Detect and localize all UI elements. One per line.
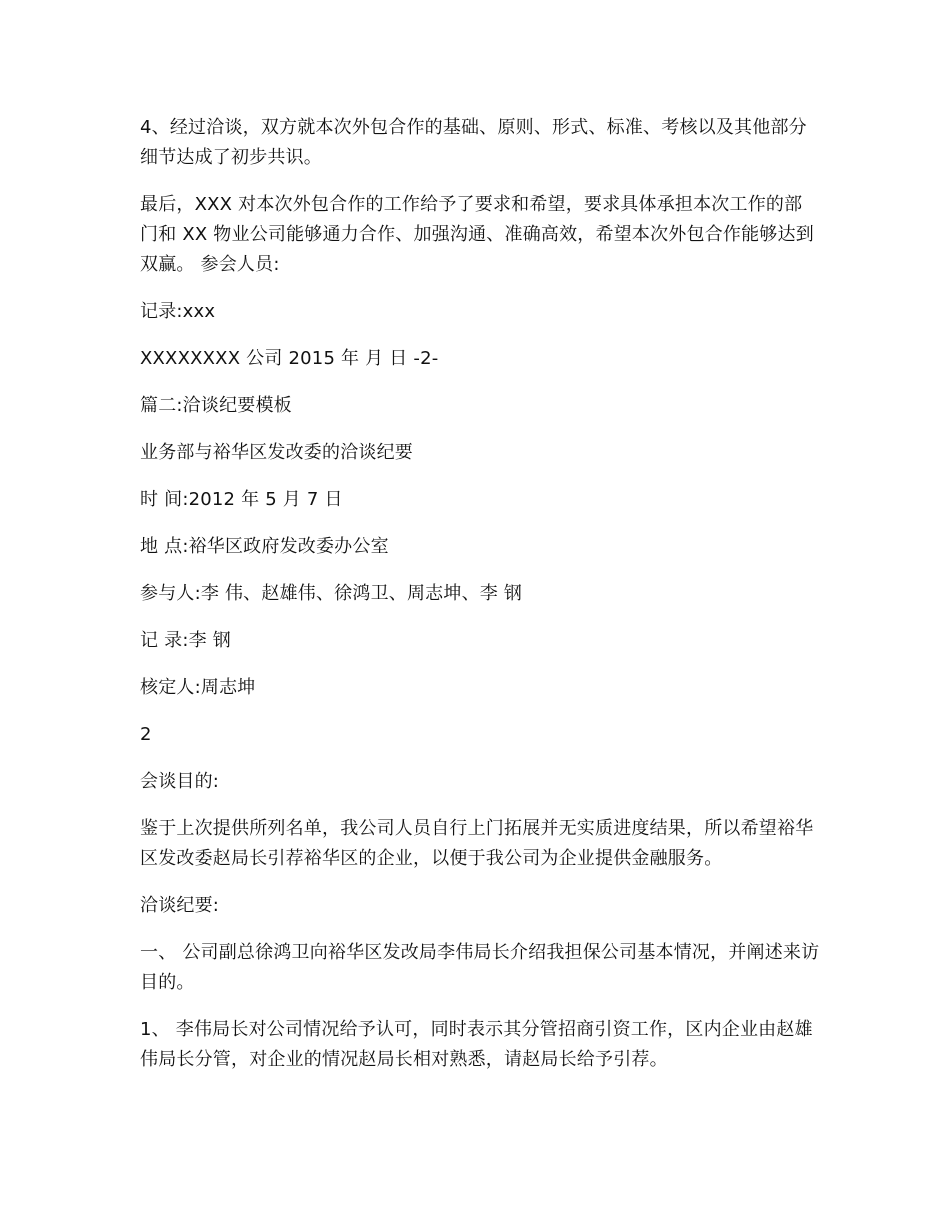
paragraph-recorder: 记录:xxx — [140, 301, 216, 322]
minutes-item-one: 一、 公司副总徐鸿卫向裕华区发改局李伟局长介绍我担保公司基本情况，并阐述来访目的。 — [140, 942, 820, 993]
paragraph-closing-remarks: 最后，XXX 对本次外包合作的工作给予了要求和希望，要求具体承担本次工作的部门和 XX 物业公司能够通力合作、加强沟通、准确高效，希望本次外包合作能够达到双赢。 参会人员: — [140, 194, 814, 275]
meeting-participants: 参与人:李 伟、赵雄伟、徐鸿卫、周志坤、李 钢 — [140, 583, 523, 604]
minutes-item-one-sub-1: 1、 李伟局长对公司情况给予认可，同时表示其分管招商引资工作，区内企业由赵雄伟局长分管，对企业的情况赵局长相对熟悉，请赵局长给予引荐。 — [140, 1019, 813, 1070]
paragraph-company-date: XXXXXXXX 公司 2015 年 月 日 -2- — [140, 348, 439, 369]
meeting-recorder: 记 录:李 钢 — [140, 630, 231, 651]
meeting-location: 地 点:裕华区政府发改委办公室 — [140, 536, 389, 557]
minutes-title: 业务部与裕华区发改委的洽谈纪要 — [140, 442, 413, 463]
meeting-approver: 核定人:周志坤 — [140, 677, 256, 698]
meeting-time: 时 间:2012 年 5 月 7 日 — [140, 489, 343, 510]
document-body — [140, 113, 820, 1092]
section-heading: 篇二:洽谈纪要模板 — [140, 395, 292, 416]
meeting-purpose-text: 鉴于上次提供所列名单，我公司人员自行上门拓展并无实质进度结果，所以希望裕华区发改委赵局长引荐裕华区的企业，以便于我公司为企业提供金融服务。 — [140, 818, 814, 869]
page-number: 2 — [140, 724, 152, 745]
meeting-purpose-heading: 会谈目的: — [140, 771, 220, 792]
minutes-heading: 洽谈纪要: — [140, 895, 220, 916]
paragraph-consensus: 4、经过洽谈，双方就本次外包合作的基础、原则、形式、标准、考核以及其他部分细节达成了初步共识。 — [140, 117, 807, 168]
